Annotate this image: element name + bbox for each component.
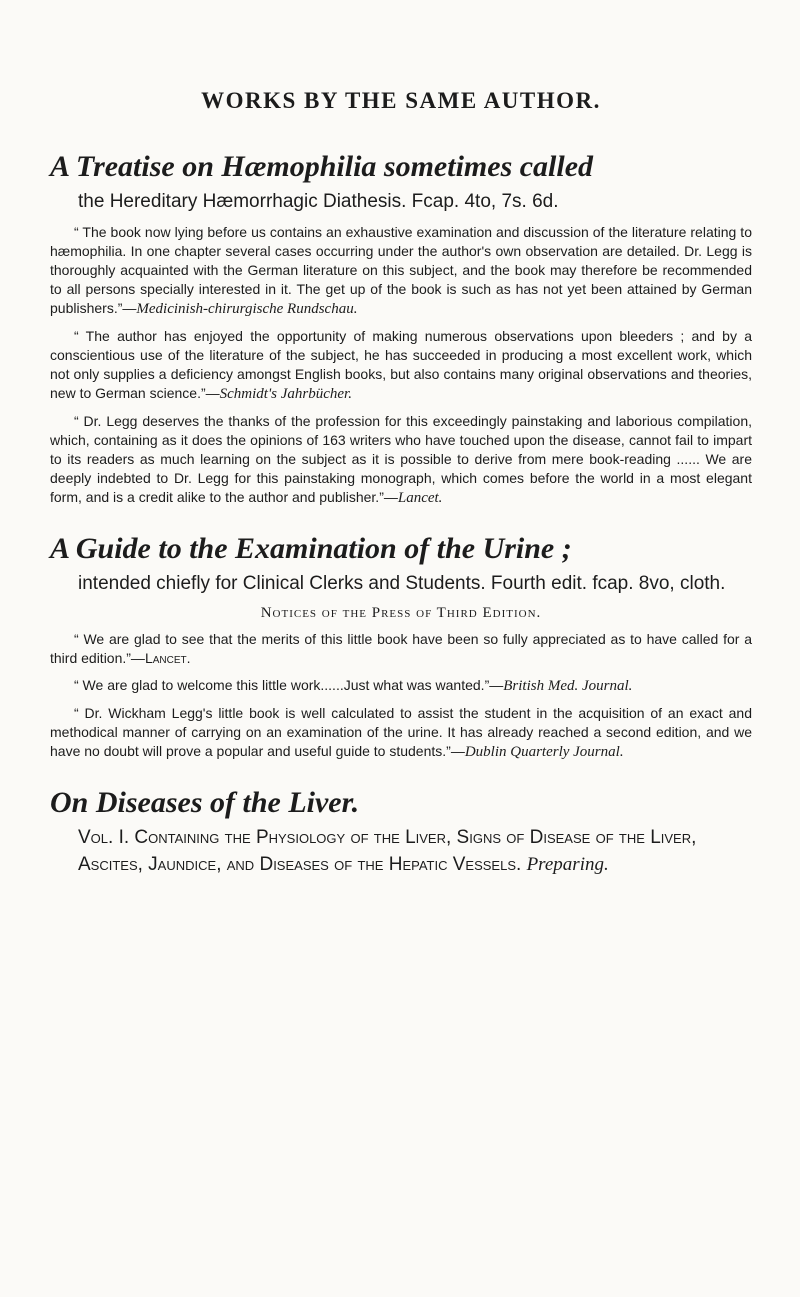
work-status: Preparing. (526, 854, 609, 875)
work-title: On Diseases of the Liver. (50, 786, 360, 819)
review-source: British Med. Journal. (503, 678, 633, 694)
work-subtitle: the Hereditary Hæmorrhagic Diathesis. Fcap. 4to, 7s. 6d. (78, 191, 559, 212)
review-text: “ Dr. Wickham Legg's little book is well calculated to assist the student in the acquisition of an exact and methodical manner of carrying on an examination of the urine. It has already reached a second edition, and we have no doubt will prove a popular and useful guide to students.”— (50, 705, 752, 759)
review-source: Dublin Quarterly Journal. (464, 744, 624, 760)
work-title: A Treatise on Hæmophilia sometimes called (50, 150, 594, 183)
review-text: “ We are glad to see that the merits of this little book have been so fully appreciated as to have called for a third edition.”— (50, 631, 752, 666)
work-haemophilia (50, 148, 752, 508)
review (50, 676, 752, 696)
review (50, 223, 752, 319)
review-source: Lancet. (144, 650, 191, 666)
review-text: “ The author has enjoyed the opportunity of making numerous observations upon bleeders ; and by a conscientious use of the literature of the subject, he has succeeded in producing a most excellent work, which not only supplies a deficiency amongst English books, but also contains many original observations and theories, new to German science.”— (50, 328, 752, 401)
review (50, 327, 752, 404)
review-text: “ Dr. Legg deserves the thanks of the profession for this exceedingly painstaking and laborious compilation, which, containing as it does the opinions of 163 writers who have touched upon the disease, cannot fail to impart to its readers as much learning on the subject as it is possible to derive from mere book-reading ...... We are deeply indebted to Dr. Legg for this painstaking monograph, which comes before the world in a most elegant form, and is a credit alike to the author and publisher.”— (50, 413, 752, 505)
review-text: “ The book now lying before us contains an exhaustive examination and discussion of the literature relating to hæmophilia. In one chapter several cases occurring under the author's own observation are detailed. Dr. Legg is thoroughly acquainted with the German literature on this subject, and the book may therefore be recommended to all persons specially interested in it. The get up of the book is such as has not yet been attained by German publishers.”— (50, 224, 752, 316)
work-liver-diseases (50, 784, 752, 878)
review (50, 704, 752, 762)
work-subtitle-text: Vol. I. Containing the Physiology of the Liver, Signs of Disease of the Liver, Ascites, Jaundice, and Diseases of the Hepatic Vessels. (78, 827, 697, 875)
review-source: Schmidt's Jahrbücher. (219, 386, 352, 402)
review-text: “ We are glad to welcome this little work......Just what was wanted.”— (74, 677, 504, 693)
review (50, 630, 752, 668)
review-source: Lancet. (397, 490, 443, 506)
review (50, 412, 752, 508)
work-urine-guide (50, 530, 752, 762)
work-subtitle: intended chiefly for Clinical Clerks and Students. Fourth edit. fcap. 8vo, cloth. (78, 573, 726, 594)
page-heading: WORKS BY THE SAME AUTHOR. (201, 88, 601, 113)
work-title: A Guide to the Examination of the Urine ; (50, 532, 572, 565)
review-source: Medicinish-chirurgische Rundschau. (136, 301, 358, 317)
work-subtitle (78, 824, 752, 878)
notices-heading: Notices of the Press of Third Edition. (260, 605, 542, 621)
